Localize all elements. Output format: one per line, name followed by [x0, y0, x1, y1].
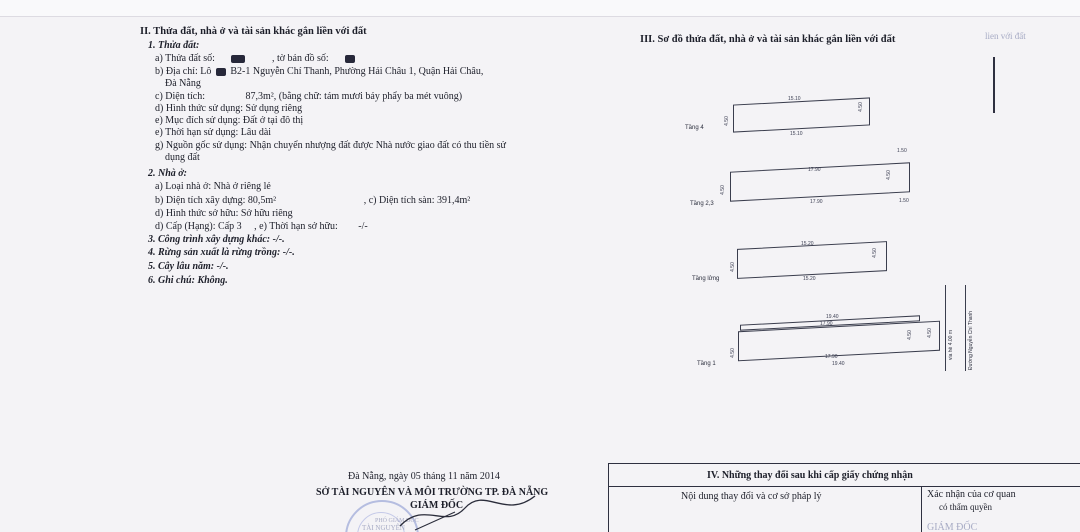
floor-1-left-dim: 4.50 — [729, 348, 736, 358]
floor-4-label: Tầng 4 — [685, 125, 704, 131]
usage-origin: g) Nguồn gốc sử dụng: Nhận chuyển nhượng đất được Nhà nước giao đất có thu tiền sử — [155, 140, 506, 151]
edge-mark — [993, 57, 995, 113]
parcel-number-label: a) Thửa đất số: — [155, 53, 215, 64]
signing-date: Đà Nẵng, ngày 05 tháng 11 năm 2014 — [348, 471, 500, 482]
stamp-caption: PHÓ GIÁM ĐỐC — [375, 518, 419, 524]
mezzanine-label: Tầng lửng — [692, 276, 720, 282]
issuing-authority: SỞ TÀI NGUYÊN VÀ MÔI TRƯỜNG TP. ĐÀ NẴNG — [316, 487, 549, 498]
street-line-2 — [965, 285, 966, 371]
floor-2-3-right-dim: 4.50 — [885, 170, 892, 180]
street-name-label: Đường Nguyễn Chí Thanh — [968, 310, 974, 370]
area-row — [155, 91, 462, 103]
faint-bleedthrough: lien với đất — [985, 31, 1026, 41]
changes-col-confirmation: Xác nhận của cơ quan — [927, 489, 1016, 500]
floor-2-3-bottom-dim: 17.90 — [810, 199, 823, 205]
floor-2-3-corner-top: 1.50 — [897, 148, 907, 154]
floor-1-label: Tầng 1 — [697, 361, 716, 367]
floor-2-3-label: Tầng 2,3 — [690, 201, 714, 207]
map-sheet-label: , tờ bản đồ số: — [271, 53, 329, 64]
usage-form: d) Hình thức sử dụng: Sử dụng riêng — [155, 103, 303, 114]
area-label: c) Diện tích: — [155, 91, 205, 102]
house-area-row — [155, 195, 470, 207]
mezzanine-top-dim: 15.20 — [801, 241, 814, 247]
construction-area: b) Diện tích xây dựng: 80,5m² — [155, 195, 277, 206]
usage-term: e) Thời hạn sử dụng: Lâu dài — [155, 127, 272, 138]
redacted-map-sheet — [345, 55, 355, 63]
ownership-term-value: -/- — [358, 221, 368, 232]
floor-4-right-dim: 4.50 — [857, 102, 864, 112]
section-4-title: IV. Những thay đổi sau khi cấp giấy chứng nhận — [707, 470, 913, 481]
perennial-trees: 5. Cây lâu năm: -/-. — [148, 261, 229, 272]
floor-2-3-top-dim: 17.90 — [808, 167, 821, 173]
parcel-number-row — [155, 53, 357, 65]
area-value: 87,3m², (bằng chữ: tám mươi bảy phẩy ba mét vuông) — [245, 91, 463, 102]
floor-1-bottom-dim-outer: 19.40 — [832, 361, 845, 367]
floor-2-3-corner-bottom: 1.50 — [899, 198, 909, 204]
other-construction: 3. Công trình xây dựng khác: -/-. — [148, 234, 285, 245]
redacted-lot-number — [216, 68, 226, 76]
stamp-ring-text: TÀI NGUYÊN — [362, 524, 405, 532]
floor-area: , c) Diện tích sàn: 391,4m² — [363, 195, 471, 206]
floor-4-top-dim: 15.10 — [788, 96, 801, 102]
top-band — [0, 0, 1080, 17]
ownership-form: d) Hình thức sở hữu: Sở hữu riêng — [155, 208, 293, 219]
changes-col-confirmation-sub: có thẩm quyền — [939, 502, 992, 512]
floor-1-top-dim: 17.90 — [820, 321, 833, 327]
section-3-title: III. Sơ đồ thửa đất, nhà ở và tài sản khác gắn liền với đất — [640, 34, 896, 45]
floor-4-left-dim: 4.50 — [723, 116, 730, 126]
floor-1-corner-dim: 4.50 — [926, 328, 933, 338]
usage-purpose: e) Mục đích sử dụng: Đất ở tại đô thị — [155, 115, 304, 126]
redacted-parcel-number — [231, 55, 245, 63]
address-row — [155, 66, 483, 78]
ownership-term-label: , e) Thời hạn sở hữu: — [254, 221, 338, 232]
floor-4-outline — [733, 97, 870, 132]
house-grade: d) Cấp (Hạng): Cấp 3 — [155, 221, 242, 232]
changes-col-content: Nội dung thay đổi và cơ sở pháp lý — [681, 491, 822, 502]
address-city: Đà Nẵng — [165, 78, 201, 89]
address-label: b) Địa chỉ: Lô — [155, 66, 212, 77]
section-2-title: II. Thửa đất, nhà ở và tài sản khác gắn liền với đất — [140, 26, 367, 37]
floor-1-top-dim-outer: 19.40 — [826, 314, 839, 320]
floor-1-bottom-dim: 17.90 — [825, 354, 838, 360]
floor-4-bottom-dim: 15.10 — [790, 131, 803, 137]
mezzanine-right-dim: 4.50 — [871, 248, 878, 258]
changes-col-footer: GIÁM ĐỐC — [927, 522, 978, 532]
sidewalk-label: via hè 4.00 m — [948, 329, 954, 360]
land-heading: 1. Thửa đất: — [148, 40, 200, 51]
changes-col-separator — [921, 486, 922, 532]
planted-forest: 4. Rừng sản xuất là rừng trồng: -/-. — [148, 247, 295, 258]
notes: 6. Ghi chú: Không. — [148, 275, 228, 286]
mezzanine-bottom-dim: 15.20 — [803, 276, 816, 282]
house-heading: 2. Nhà ở: — [148, 168, 187, 179]
grade-row — [155, 221, 368, 233]
address-text: B2-1 Nguyễn Chí Thanh, Phường Hải Châu 1, Quận Hải Châu, — [230, 66, 484, 77]
house-type: a) Loại nhà ở: Nhà ở riêng lẻ — [155, 181, 271, 192]
signature — [395, 490, 545, 532]
floor-2-3-left-dim: 4.50 — [719, 185, 726, 195]
mezzanine-left-dim: 4.50 — [729, 262, 736, 272]
changes-table — [608, 463, 1080, 532]
street-line-1 — [945, 285, 946, 371]
floor-1-right-dim: 4.50 — [906, 330, 913, 340]
usage-origin-cont: dụng đất — [165, 152, 200, 163]
signer-role: GIÁM ĐỐC — [410, 500, 464, 511]
